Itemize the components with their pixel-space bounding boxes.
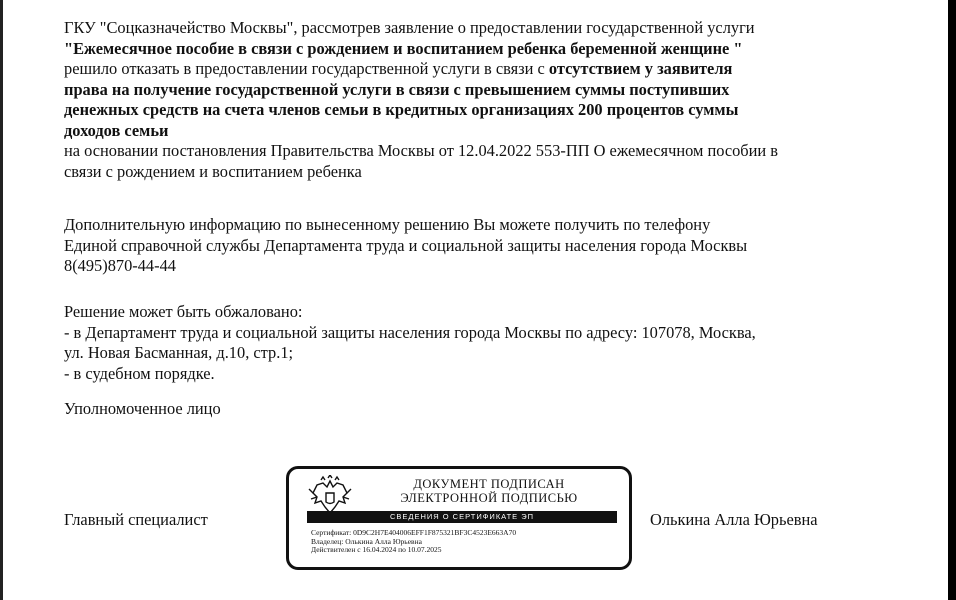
- info-line: Единой справочной службы Департамента труда и социальной защиты населения города Москвы: [64, 235, 748, 255]
- appeal-line: - в Департамент труда и социальной защиты населения города Москвы по адресу: 107078, Москва,: [64, 322, 756, 342]
- decision-line: [64, 59, 904, 80]
- authorized-person: Уполномоченное лицо: [64, 399, 221, 418]
- page-edge: [0, 0, 3, 600]
- service-name: "Ежемесячное пособие в связи с рождением и воспитанием ребенка беременной женщине ": [64, 38, 743, 58]
- info-text: [64, 215, 904, 277]
- stamp-title: [359, 477, 619, 505]
- certificate-header: СВЕДЕНИЯ О СЕРТИФИКАТЕ ЭП: [307, 511, 617, 523]
- appeal-text: [64, 302, 904, 384]
- signer-name: Олькина Алла Юрьевна: [650, 510, 818, 529]
- appeal-address: ул. Новая Басманная, д.10, стр.1;: [64, 343, 294, 362]
- electronic-signature-stamp: [286, 466, 632, 570]
- legal-basis: на основании постановления Правительства Москвы от 12.04.2022 553-ПП О ежемесячном пособии в: [64, 141, 779, 160]
- stamp-title-line: ЭЛЕКТРОННОЙ ПОДПИСЬЮ: [400, 491, 578, 505]
- refusal-reason: доходов семьи: [64, 120, 169, 140]
- refusal-reason: права на получение государственной услуги в связи с превышением суммы поступивших: [64, 79, 730, 99]
- legal-basis: связи с рождением и воспитанием ребенка: [64, 161, 362, 181]
- certificate-number: Сертификат: 0D9C2H7E404006EFF1F875321BF3C4523E663A70: [311, 528, 517, 537]
- refusal-reason: отсутствием у заявителя: [548, 59, 733, 78]
- appeal-line: Решение может быть обжаловано:: [64, 302, 303, 321]
- signer-position: Главный специалист: [64, 510, 208, 529]
- decision-text: [64, 18, 904, 182]
- certificate-validity: Действителен с 16.04.2024 по 10.07.2025: [311, 545, 442, 554]
- info-line: Дополнительную информацию по вынесенному решению Вы можете получить по телефону: [64, 215, 711, 234]
- certificate-info: [311, 529, 516, 555]
- phone-number: 8(495)870-44-44: [64, 256, 176, 275]
- decision-line: ГКУ "Соцказначейство Москвы", рассмотрев заявление о предоставлении государственной услуги: [64, 18, 755, 37]
- appeal-line: - в судебном порядке.: [64, 363, 215, 383]
- stamp-title-line: ДОКУМЕНТ ПОДПИСАН: [413, 477, 565, 491]
- decision-text-plain: решило отказать в предоставлении государственной услуги в связи с: [64, 59, 549, 78]
- certificate-owner: Владелец: Олькина Алла Юрьевна: [311, 536, 422, 546]
- refusal-reason: денежных средств на счета членов семьи в кредитных организациях 200 процентов суммы: [64, 100, 739, 119]
